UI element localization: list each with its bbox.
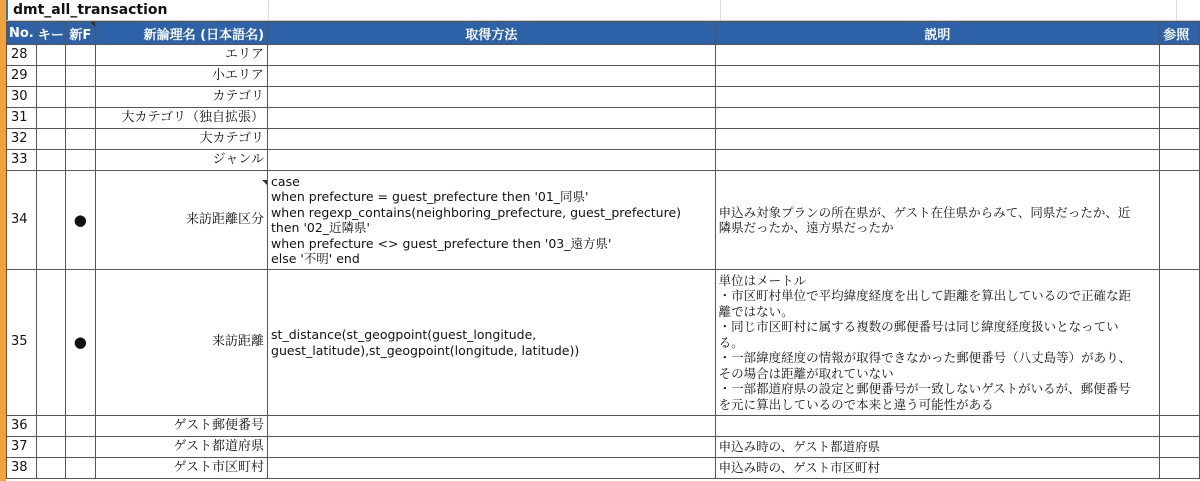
- cell-name[interactable]: カテゴリ: [95, 87, 267, 108]
- cell-method[interactable]: [268, 66, 716, 87]
- cell-name[interactable]: 大カテゴリ: [95, 129, 267, 150]
- comment-indicator-icon[interactable]: [90, 22, 95, 27]
- cell-new-flag[interactable]: [65, 150, 95, 171]
- cell-no[interactable]: 37: [7, 437, 37, 458]
- cell-name[interactable]: ゲスト郵便番号: [95, 416, 267, 437]
- cell-no[interactable]: 33: [7, 150, 37, 171]
- table-row: [7, 87, 1200, 108]
- cell-name[interactable]: 小エリア: [95, 66, 267, 87]
- cell-method[interactable]: [268, 108, 716, 129]
- cell-description[interactable]: [715, 416, 1160, 437]
- cell-no[interactable]: 34: [7, 171, 37, 270]
- comment-indicator-icon[interactable]: [262, 180, 267, 185]
- cell-name[interactable]: ゲスト都道府県: [95, 437, 267, 458]
- cell-description[interactable]: [715, 87, 1160, 108]
- cell-key[interactable]: [36, 108, 65, 129]
- table-row: [7, 45, 1200, 66]
- table-row: [7, 437, 1200, 458]
- cell-name[interactable]: 来訪距離: [95, 270, 267, 416]
- cell-description[interactable]: 申込み対象プランの所在県が、ゲスト在住県からみて、同県だったか、近 隣県だったか、遠方県だったか: [715, 171, 1160, 270]
- cell-description[interactable]: [715, 150, 1160, 171]
- cell-reference[interactable]: [1160, 87, 1200, 108]
- header-reference[interactable]: 参照: [1160, 22, 1200, 45]
- table-row: [7, 108, 1200, 129]
- cell-reference[interactable]: [1160, 171, 1200, 270]
- data-table: [6, 21, 1200, 479]
- cell-no[interactable]: 32: [7, 129, 37, 150]
- cell-key[interactable]: [36, 150, 65, 171]
- cell-new-flag[interactable]: ●: [65, 171, 95, 270]
- cell-key[interactable]: [36, 129, 65, 150]
- cell-reference[interactable]: [1160, 150, 1200, 171]
- cell-name[interactable]: ゲスト市区町村: [95, 458, 267, 479]
- cell-method[interactable]: [268, 150, 716, 171]
- cell-reference[interactable]: [1160, 270, 1200, 416]
- cell-description[interactable]: [715, 66, 1160, 87]
- table-row: [7, 270, 1200, 416]
- cell-name[interactable]: エリア: [95, 45, 267, 66]
- header-description[interactable]: 説明: [715, 22, 1160, 45]
- cell-no[interactable]: 31: [7, 108, 37, 129]
- cell-method[interactable]: [268, 458, 716, 479]
- cell-description[interactable]: [715, 129, 1160, 150]
- cell-name[interactable]: 大カテゴリ（独自拡張）: [95, 108, 267, 129]
- cell-key[interactable]: [36, 270, 65, 416]
- cell-no[interactable]: 36: [7, 416, 37, 437]
- cell-new-flag[interactable]: [65, 437, 95, 458]
- cell-key[interactable]: [36, 87, 65, 108]
- cell-reference[interactable]: [1160, 437, 1200, 458]
- cell-new-flag[interactable]: [65, 129, 95, 150]
- cell-no[interactable]: 28: [7, 45, 37, 66]
- cell-method[interactable]: [268, 129, 716, 150]
- cell-key[interactable]: [36, 45, 65, 66]
- cell-description[interactable]: 申込み時の、ゲスト市区町村: [715, 458, 1160, 479]
- cell-method[interactable]: [268, 87, 716, 108]
- cell-no[interactable]: 29: [7, 66, 37, 87]
- cell-reference[interactable]: [1160, 108, 1200, 129]
- cell-key[interactable]: [36, 66, 65, 87]
- cell-divider: [1176, 0, 1177, 20]
- cell-description[interactable]: 単位はメートル ・市区町村単位で平均緯度経度を出して距離を算出しているので正確な距 離ではない。 ・同じ市区町村に属する複数の郵便番号は同じ緯度経度扱いとなってい る。 ・一部緯度経度の情報が取得できなかった郵便番号（八丈島等）があり、 その場合は距離が取れていない ・一部都道府県の設定と郵便番号が一致しないゲストがいるが、郵便番号 を元に算出しているので本来と違う可能性がある: [715, 270, 1160, 416]
- cell-name[interactable]: ジャンル: [95, 150, 267, 171]
- table-row: [7, 416, 1200, 437]
- cell-reference[interactable]: [1160, 66, 1200, 87]
- header-no[interactable]: No.: [7, 22, 37, 45]
- cell-description[interactable]: [715, 45, 1160, 66]
- cell-reference[interactable]: [1160, 416, 1200, 437]
- cell-key[interactable]: [36, 416, 65, 437]
- cell-name[interactable]: 来訪距離区分: [95, 171, 267, 270]
- cell-reference[interactable]: [1160, 458, 1200, 479]
- header-row: [7, 22, 1200, 45]
- sheet-title-cell[interactable]: dmt_all_transaction: [6, 0, 168, 20]
- cell-key[interactable]: [36, 437, 65, 458]
- cell-new-flag[interactable]: [65, 108, 95, 129]
- cell-no[interactable]: 30: [7, 87, 37, 108]
- table-row: [7, 171, 1200, 270]
- cell-description[interactable]: 申込み時の、ゲスト都道府県: [715, 437, 1160, 458]
- table-row: [7, 150, 1200, 171]
- cell-new-flag[interactable]: [65, 416, 95, 437]
- cell-divider: [268, 0, 269, 20]
- cell-method[interactable]: [268, 416, 716, 437]
- cell-method[interactable]: [268, 437, 716, 458]
- spreadsheet-grid: [6, 21, 1200, 479]
- cell-key[interactable]: [36, 171, 65, 270]
- cell-reference[interactable]: [1160, 45, 1200, 66]
- cell-new-flag[interactable]: [65, 45, 95, 66]
- cell-method[interactable]: case when prefecture = guest_prefecture then '01_同県' when regexp_contains(neighboring_prefecture, guest_prefecture) then '02_近隣県' when prefecture <> guest_prefecture then '03_遠方県' else '不明' end: [268, 171, 716, 270]
- header-method[interactable]: 取得方法: [268, 22, 716, 45]
- table-row: [7, 129, 1200, 150]
- sheet-title-row: [6, 0, 1200, 21]
- header-key[interactable]: キー: [36, 22, 65, 45]
- cell-key[interactable]: [36, 458, 65, 479]
- cell-method[interactable]: [268, 45, 716, 66]
- cell-new-flag[interactable]: [65, 66, 95, 87]
- cell-new-flag[interactable]: ●: [65, 270, 95, 416]
- cell-no[interactable]: 35: [7, 270, 37, 416]
- cell-new-flag[interactable]: [65, 458, 95, 479]
- cell-reference[interactable]: [1160, 129, 1200, 150]
- cell-method[interactable]: st_distance(st_geogpoint(guest_longitude, guest_latitude),st_geogpoint(longitude, latitude)): [268, 270, 716, 416]
- cell-no[interactable]: 38: [7, 458, 37, 479]
- header-logical-name[interactable]: 新論理名 (日本語名): [95, 22, 267, 45]
- header-new-flag[interactable]: 新F: [65, 22, 95, 45]
- table-row: [7, 66, 1200, 87]
- table-row: [7, 458, 1200, 479]
- cell-description[interactable]: [715, 108, 1160, 129]
- cell-divider: [720, 0, 721, 20]
- cell-new-flag[interactable]: [65, 87, 95, 108]
